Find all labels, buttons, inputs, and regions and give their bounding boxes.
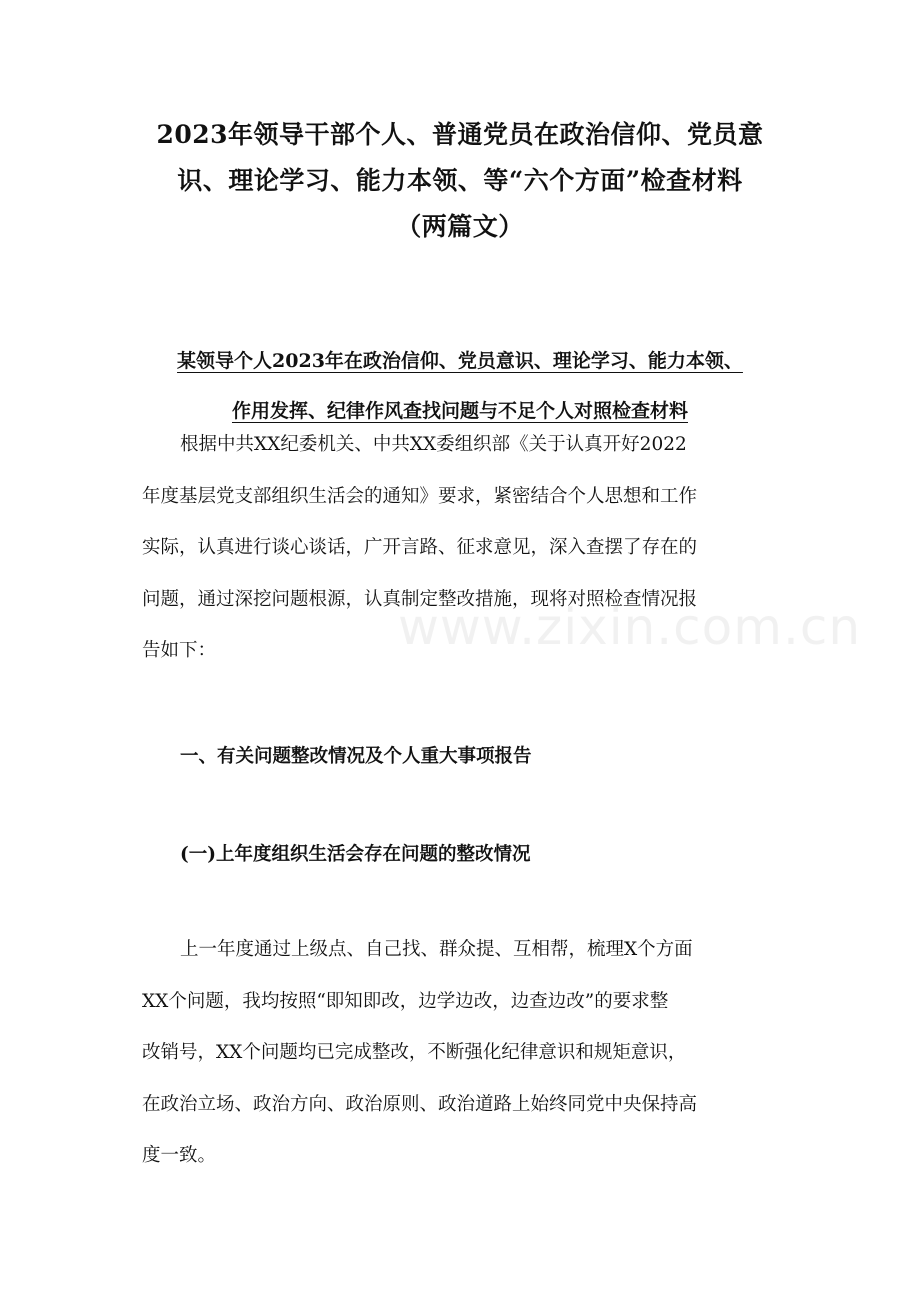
section-heading: 一、有关问题整改情况及个人重大事项报告 xyxy=(180,746,532,767)
intro-line-5: 告如下： xyxy=(142,640,217,661)
intro-paragraph xyxy=(142,419,782,677)
subsection-heading: (一)上年度组织生活会存在问题的整改情况 xyxy=(180,844,531,865)
body-line-3: 改销号，XX个问题均已完成整改，不断强化纪律意识和规矩意识， xyxy=(142,1042,687,1063)
title-line-3: （两篇文） xyxy=(396,212,524,241)
subtitle-line-1: 某领导个人2023年在政治信仰、党员意识、理论学习、能力本领、 xyxy=(177,350,743,372)
body-paragraph xyxy=(142,924,782,1182)
body-line-4: 在政治立场、政治方向、政治原则、政治道路上始终同党中央保持高 xyxy=(142,1093,698,1115)
title-line-1: 2023年领导干部个人、普通党员在政治信仰、党员意 xyxy=(156,120,764,149)
intro-line-1: 根据中共XX纪委机关、中共XX委组织部《关于认真开好2022 xyxy=(180,434,687,455)
body-line-1: 上一年度通过上级点、自己找、群众提、互相帮，梳理X个方面 xyxy=(180,939,693,960)
watermark: www.zixin.com.cn xyxy=(398,598,862,656)
intro-line-3: 实际，认真进行谈心谈话，广开言路、征求意见，深入查摆了存在的 xyxy=(142,537,698,558)
document-title xyxy=(130,112,790,250)
body-line-2: XX个问题，我均按照“即知即改，边学边改，边查边改”的要求整 xyxy=(142,990,669,1012)
intro-line-4: 问题，通过深挖问题根源，认真制定整改措施，现将对照检查情况报 xyxy=(142,588,698,610)
body-line-5: 度一致。 xyxy=(142,1145,217,1166)
intro-line-2: 年度基层党支部组织生活会的通知》要求，紧密结合个人思想和工作 xyxy=(142,485,698,507)
title-line-2: 识、理论学习、能力本领、等“六个方面”检查材料 xyxy=(177,166,743,195)
subtitle-line-2: 作用发挥、纪律作风查找问题与不足个人对照检查材料 xyxy=(231,400,688,422)
